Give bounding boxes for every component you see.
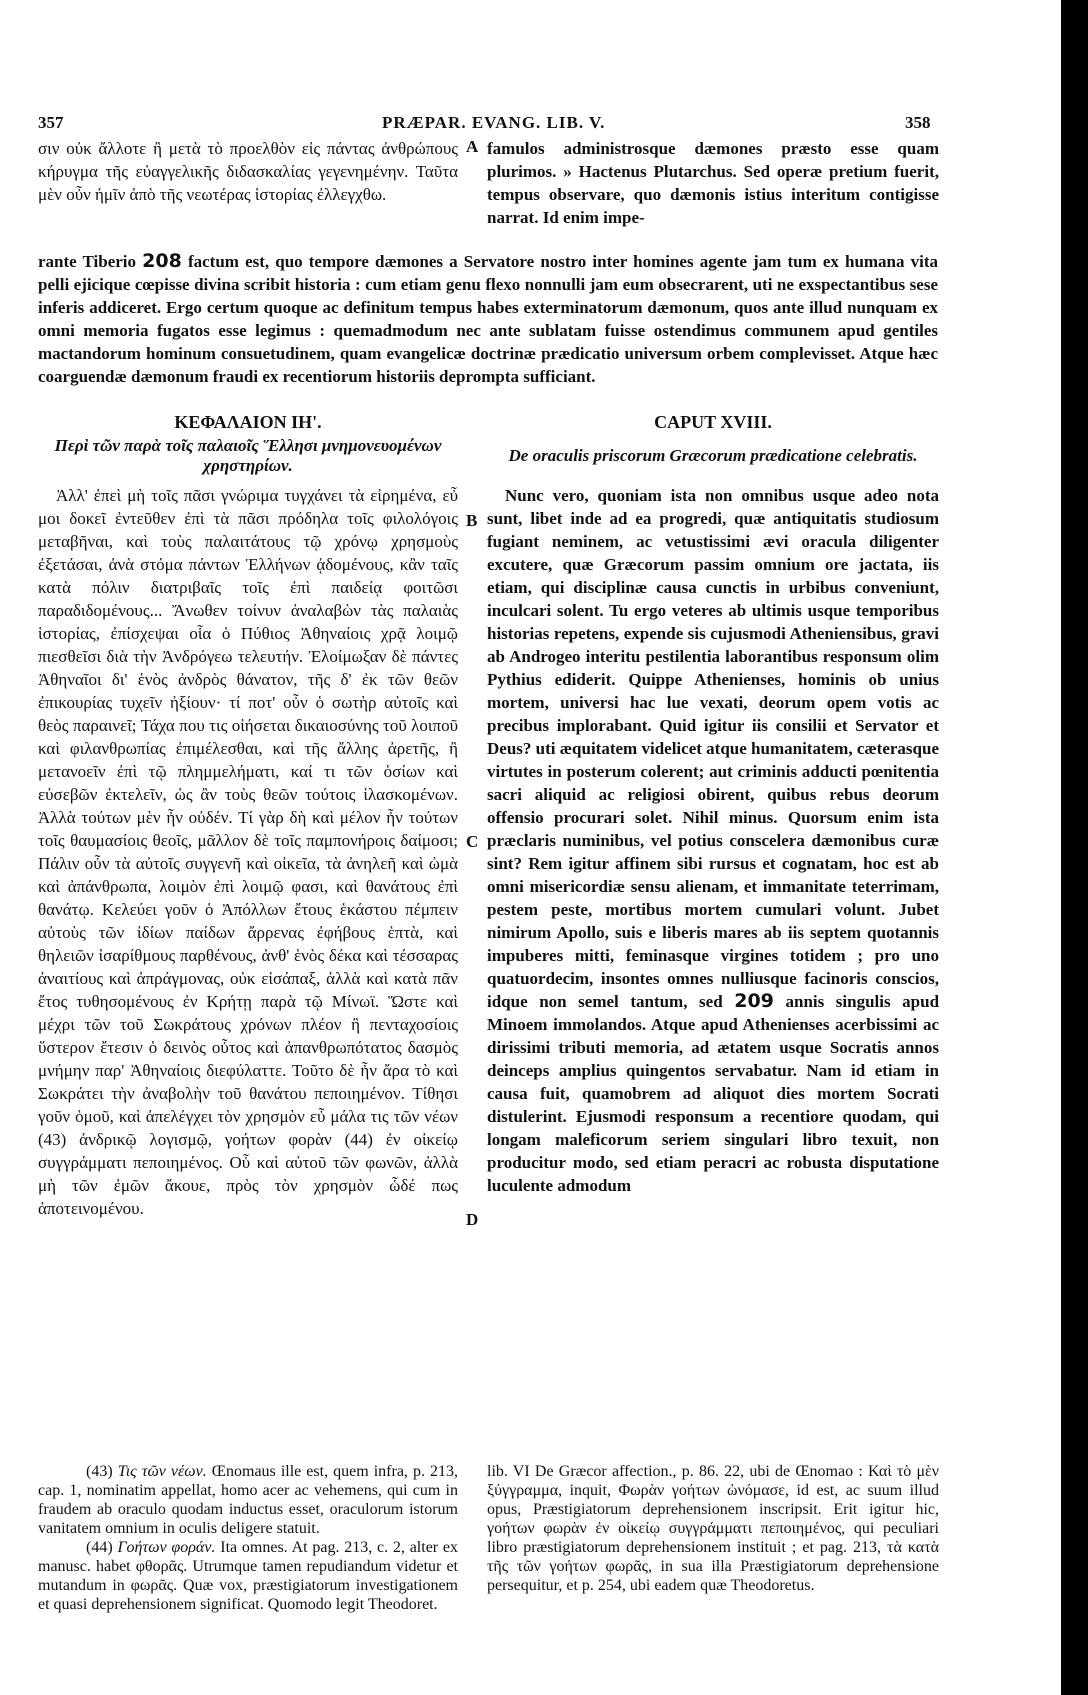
greek-top-text: σιν οὐκ ἄλλοτε ἢ μετὰ τὸ προελθὸν εἰς πάντας ἀνθρώπους κήρυγμα τῆς εὐαγγελικῆς διδασκαλίας γεγενημένην. Ταῦτα μὲν οὖν ἡμῖν ἀπὸ τῆς νεωτέρας ἱστορίας ἐλλεγχθω.: [38, 139, 458, 204]
greek-body-text: Ἀλλ' ἐπεὶ μὴ τοῖς πᾶσι γνώριμα τυγχάνει τὰ εἰρημένα, εὖ μοι δοκεῖ ἐντεῦθεν ἐπὶ τὰ πᾶσι πρόδηλα τοῖς φιλολόγοις μεταβῆναι, καὶ τοὺς παλαιτάτους τῷ χρόνῳ χρησμοὺς ἐξετάσαι, ἀνὰ στόμα πάντων Ἑλλήνων ᾀδομένους, κἂν ταῖς κατὰ πόλιν διατριβαῖς τοῖς ἐπὶ παιδείᾳ φοιτῶσι παραδιδομένους... Ἄνωθεν τοίνυν ἀναλαβὼν τὰς παλαιὰς ἱστορίας, ἐπίσχεψαι οἷα ὁ Πύθιος Ἀθηναίοις χρᾷ λοιμῷ πιεσθεῖσι διὰ τὴν Ἀνδρόγεω τελευτήν. Ἐλοίμωξαν δὲ πάντες Ἀθηναῖοι δι' ἑνὸς ἀνδρὸς θάνατον, τῆς δ' ἐκ τῶν θεῶν ἐπικουρίας τυχεῖν ἠξίουν· τί ποτ' οὖν ὁ σωτὴρ αὐτοῖς καὶ θεὸς παραινεῖ; Τάχα που τις οἰήσεται δικαιοσύνης τοῦ λοιποῦ καὶ φιλανθρωπίας ἐπιμέλεσθαι, καὶ τῆς ἄλλης ἀρετῆς, ἢ μετανοεῖν ἐπὶ τῷ πλημμελήματι, καί τι τῶν ὁσίων καὶ εὐσεβῶν ἐκτελεῖν, ὡς ἂν τοὺς θεῶν τούτοις ἱλασκομένων. Ἀλλὰ τούτων μὲν ἦν οὐδέν. Τί γὰρ δὴ καὶ μέλον ἦν τούτων τοῖς θαυμασίοις θεοῖς, μᾶλλον δὲ τοῖς παμπονήροις δαίμοσι; Πάλιν οὖν τὰ αὐτοῖς συγγενῆ καὶ οἰκεῖα, τὰ ἀνηλεῆ καὶ ὠμὰ καὶ ἀπάνθρωπα, λοιμὸν ἐπὶ λοιμῷ φασι, καὶ θανάτους ἐπὶ θανάτῳ. Κελεύει γοῦν ὁ Ἀπόλλων ἔτους ἑκάστου πέμπειν αὐτοὺς τῶν ἰδίων παίδων ἄρρενας ἐφήβους ἑπτὰ, καὶ θηλειῶν ἰσαρίθμους παρθένους, ἀνθ' ἑνὸς δέκα καὶ τέσσαρας ἀναιτίους καὶ ἀπράγμονας, οὐκ εἰσάπαξ, ἀλλὰ καὶ κατὰ πᾶν ἔτος τυθησομένους ἐν Κρήτῃ παρὰ τῷ Μίνωϊ. Ὥστε καὶ μέχρι τῶν τοῦ Σωκράτους χρόνων πλέον ἢ πενταχοσίοις ὕστερον ἔτεσιν ὁ δεινὸς οὗτος καὶ ἀπανθρωπότατος δασμὸς μνήμην παρ' Ἀθηναίοις διεφύλαττε. Τοῦτο δὲ ἦν ἄρα τὸ καὶ Σωκράτει τὴν ἀναβολὴν τοῦ θανάτου πεποιημένον. Τίθησι γοῦν ὁμοῦ, καὶ ἀπελέγχει τὸν χρησμὸν εὖ μάλα τις τῶν νέων (43) ἀνδρικῷ λογισμῷ, γοήτων φορὰν (44) ἐν οἰκείῳ συγγράμματι πεποιημένος. Οὗ καὶ αὐτοῦ τῶν φωνῶν, ἀλλὰ μὴ τῶν ἐμῶν ἄκουε, πρὸς τὸν χρησμὸν ὧδέ πως ἀποτεινομένου.: [38, 486, 458, 1218]
footnote-text: Ita omnes. At pag. 213, c. 2, alter ex manusc. habet φθορᾶς. Utrumque tamen repudiandum videtur et mutandum in φωρᾶς. Quæ vox, præstigiatorum investigationem et quasi deprehensionem significat. Quomodo legit Theodoret.: [38, 1539, 459, 1613]
page-marker-209: 209: [734, 990, 774, 1012]
full-width-paragraph: [38, 250, 938, 388]
latin-body-post: annis singulis apud Minoem immolandos. Atque apud Athenienses acerbissimi ac dirissimi tributi memoria, ad ætatem usque Socratis annos deinceps amplius quingentos servabatur. Nam id etiam in causa fuit, quamobrem ad aliquot dies mortem Socrati distulerint. Ejusmodi responsum a recentiore quodam, qui longam maleficorum seriem singulari libro texuit, non producitur modo, sed etiam peracri ac robusta disputatione luculente admodum: [487, 992, 940, 1195]
footnote-number: (44): [86, 1539, 113, 1556]
page-marker-208: 208: [142, 250, 182, 272]
running-title: PRÆPAR. EVANG. LIB. V.: [382, 113, 606, 132]
latin-chapter-subtitle: De oraculis priscorum Græcorum prædicatione celebratis.: [508, 446, 918, 465]
footnotes-right: lib. VI De Græcor affection., p. 86. 22, ubi de Œnomao : Καὶ τὸ μὲν ξύγγραμμα, inquit, Φωρὰν γοήτων ὠνόμασε, id est, ac suum illud opus, Præstigiatorum deprehensionem inscripsit. Erit igitur hic, γοήτων φωρὰν ἐν οἰκείῳ συγγράμματι πεποιημένος, qui peculiari libro præstigiatorum deprehensionem instituit ; et pag. 213, τὰ κατὰ τῆς τῶν γοήτων φωρᾶς, in sua illa Præstigiatorum deprehensione persequitur, et p. 254, ubi eadem quæ Theodoretus.: [487, 1463, 939, 1594]
left-page-number: 357: [38, 113, 64, 132]
footnote-lemma: Γοήτων φοράν.: [117, 1539, 216, 1556]
right-page-number: 358: [905, 113, 931, 132]
margin-marker-d: D: [466, 1210, 479, 1229]
latin-top-text: famulos administrosque dæmones præsto esse quam plurimos. » Hactenus Plutarchus. Sed operæ pretium fuerit, tempus observare, quo dæmonis istius interitum contigisse narrat. Id enim impe-: [487, 139, 939, 227]
full-text-post: factum est, quo tempore dæmones a Servatore nostro inter homines agente jam tum ex humana vita pelli ejicique cœpisse divina scribit historia : cum etiam genu flexo nonnulli jam eum obsecrarent, uti ne exspectantibus sese inferis addiceret. Ergo certum quoque ac definitum tempus habes exterminatorum dæmonum, quos ante illud nunquam ex omni memoria fugatos esse legimus : quemadmodum nec ante sublatam fuisse ostendimus communem apud gentiles mactandorum hominum consuetudinem, quam evangelicæ doctrinæ prædicatio universum orbem complevisset. Atque hæc coarguendæ dæmonum fraudi ex recentiorum historiis deprompta sufficiant.: [38, 252, 939, 386]
full-text-pre: rante Tiberio: [38, 252, 137, 271]
footnote-43: [38, 1462, 458, 1538]
footnote-lemma: Τις τῶν νέων.: [117, 1463, 207, 1480]
footnotes-left: [38, 1462, 458, 1614]
latin-body-pre: Nunc vero, quoniam ista non omnibus usque adeo nota sunt, libet inde ad ea progredi, quæ antiquitatis studiosum fugiant neminem, ac vetustissimi ævi oracula diligenter excutere, quæ Græcorum passim omnium ore jactata, iis etiam, qui disciplinæ causa cunctis in urbibus conveniunt, inculcari solent. Tu ergo veteres ab ultimis usque temporibus historias repetens, expende sis cujusmodi Atheniensibus, gravi ab Androgeo interitu pestilentia laborantibus responsum olim Pythius ediderit. Quippe Athenienses, hominis ob unius mortem, universi hac lue vexati, deorum opem votis ac precibus implorabant. Quid igitur iis consilii et Servator et Deus? uti æquitatem videlicet atque humanitatem, cæterasque virtutes in posterum colerent; aut criminis adducti pœnitentia sacri aliquid ac religiosi obirent, quibus rebus deorum offensio procurari solet. Nihil minus. Quorsum enim ista præclaris numinibus, vel potius conscelera dæmonibus curæ sint? Rem igitur affinem sibi rursus et cognatam, hoc est ab omni misericordiæ sensu alienam, et immanitate teterrimam, pestem peste, mortibus mortem cumulari volunt. Jubet nimirum Apollo, suis e liberis mares ab iis septem quotannis impuberes mitti, feminasque virgines totidem ; pro uno quatuordecim, insontes omnes nulliusque facinoris conscios, idque non semel tantum, sed: [487, 486, 939, 1011]
margin-marker-c: C: [466, 832, 479, 851]
footnote-44: [38, 1538, 458, 1614]
margin-marker-a: A: [466, 137, 479, 156]
footnote-text: Œnomaus ille est, quem infra, p. 213, cap. 1, nominatim appellat, homo acer ac vehemens, qui cum in fraudem ab oraculo quodam inductus esset, oraculorum istorum vanitatem omnium in oculis deligere statuit.: [38, 1463, 459, 1537]
greek-chapter-subtitle: Περὶ τῶν παρὰ τοῖς παλαιοῖς Ἕλλησι μνημονευομένων χρηστηρίων.: [54, 436, 442, 475]
greek-chapter-heading: ΚΕΦΑΛΑΙΟΝ ΙΗ'.: [174, 412, 322, 432]
footnote-number: (43): [86, 1463, 113, 1480]
latin-chapter-heading: CAPUT XVIII.: [654, 412, 772, 432]
margin-marker-b: B: [466, 511, 478, 530]
latin-body-text: [487, 484, 939, 1197]
